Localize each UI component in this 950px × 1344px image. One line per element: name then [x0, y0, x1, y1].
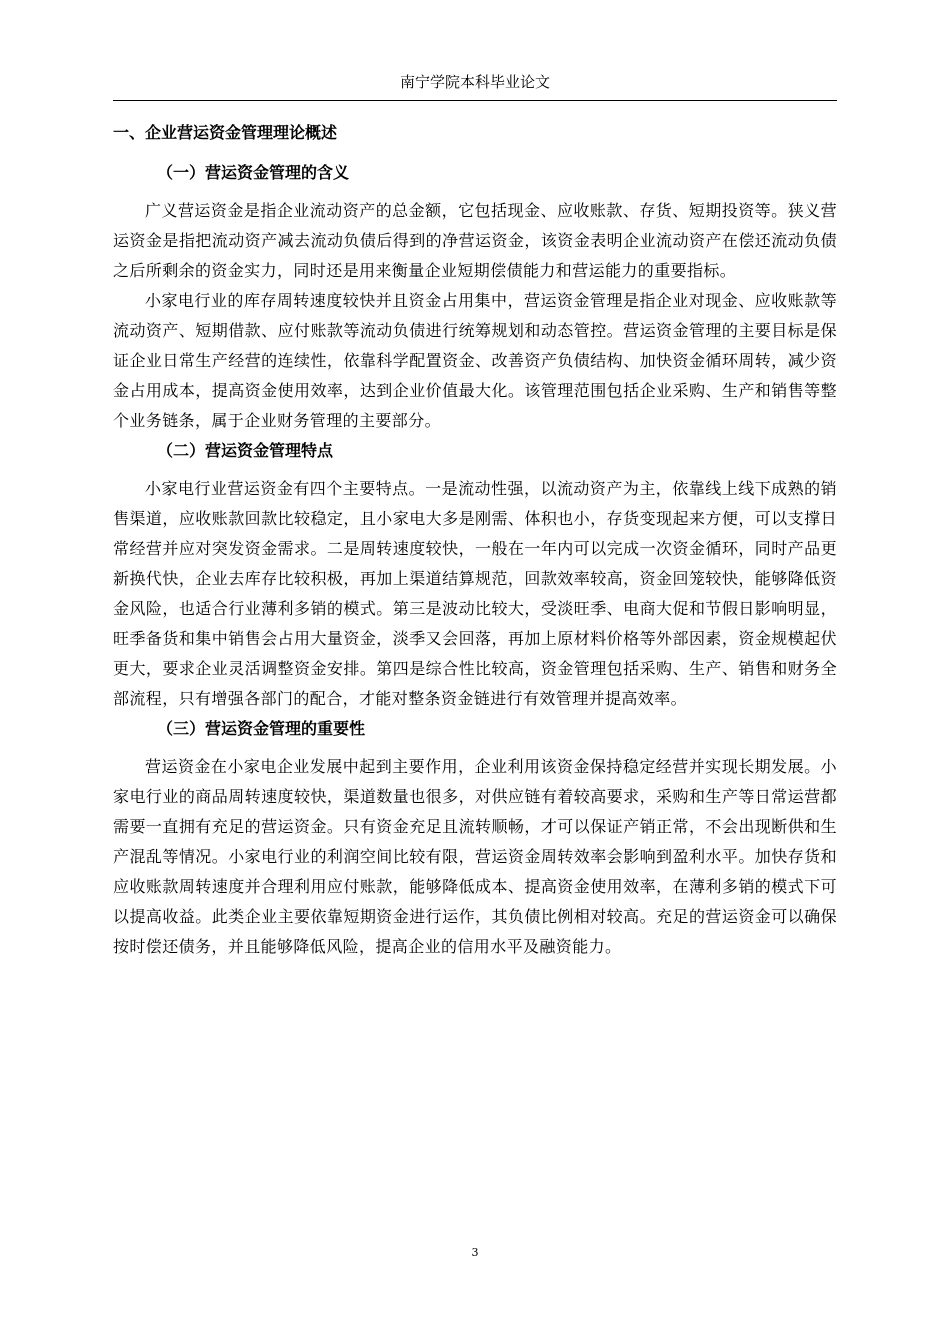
- paragraph: 广义营运资金是指企业流动资产的总金额，它包括现金、应收账款、存货、短期投资等。狭义营运资金是指把流动资产减去流动负债后得到的净营运资金，该资金表明企业流动资产在偿还流动负债之后所剩余的资金实力，同时还是用来衡量企业短期偿债能力和营运能力的重要指标。: [113, 201, 837, 280]
- section-heading: 一、企业营运资金管理理论概述: [113, 123, 338, 142]
- subsection-heading-importance: （三）营运资金管理的重要性: [157, 719, 366, 738]
- subsection-heading-meaning: （一）营运资金管理的含义: [157, 163, 350, 182]
- paragraph: 小家电行业的库存周转速度较快并且资金占用集中，营运资金管理是指企业对现金、应收账款等流动资产、短期借款、应付账款等流动负债进行统筹规划和动态管控。营运资金管理的主要目标是保证企业日常生产经营的连续性，依靠科学配置资金、改善资产负债结构、加快资金循环周转，减少资金占用成本，提高资金使用效率，达到企业价值最大化。该管理范围包括企业采购、生产和销售等整个业务链条，属于企业财务管理的主要部分。: [113, 291, 837, 430]
- running-header: 南宁学院本科毕业论文: [399, 73, 550, 91]
- header-rule: [113, 100, 837, 101]
- subsection-heading-features: （二）营运资金管理特点: [157, 441, 334, 460]
- paragraph: 营运资金在小家电企业发展中起到主要作用，企业利用该资金保持稳定经营并实现长期发展。小家电行业的商品周转速度较快，渠道数量也很多，对供应链有着较高要求，采购和生产等日常运营都需要一直拥有充足的营运资金。只有资金充足且流转顺畅，才可以保证产销正常，不会出现断供和生产混乱等情况。小家电行业的利润空间比较有限，营运资金周转效率会影响到盈利水平。加快存货和应收账款周转速度并合理利用应付账款，能够降低成本、提高资金使用效率，在薄利多销的模式下可以提高收益。此类企业主要依靠短期资金进行运作，其负债比例相对较高。充足的营运资金可以确保按时偿还债务，并且能够降低风险，提高企业的信用水平及融资能力。: [113, 757, 837, 956]
- paragraph: 小家电行业营运资金有四个主要特点。一是流动性强，以流动资产为主，依靠线上线下成熟的销售渠道，应收账款回款比较稳定，且小家电大多是刚需、体积也小，存货变现起来方便，可以支撑日常经营并应对突发资金需求。二是周转速度较快，一般在一年内可以完成一次资金循环，同时产品更新换代快，企业去库存比较积极，再加上渠道结算规范，回款效率较高，资金回笼较快，能够降低资金风险，也适合行业薄利多销的模式。第三是波动比较大，受淡旺季、电商大促和节假日影响明显，旺季备货和集中销售会占用大量资金，淡季又会回落，再加上原材料价格等外部因素，资金规模起伏更大，要求企业灵活调整资金安排。第四是综合性比较高，资金管理包括采购、生产、销售和财务全部流程，只有增强各部门的配合，才能对整条资金链进行有效管理并提高效率。: [113, 479, 837, 708]
- document-body: [113, 118, 837, 962]
- page-number: 3: [471, 1246, 479, 1259]
